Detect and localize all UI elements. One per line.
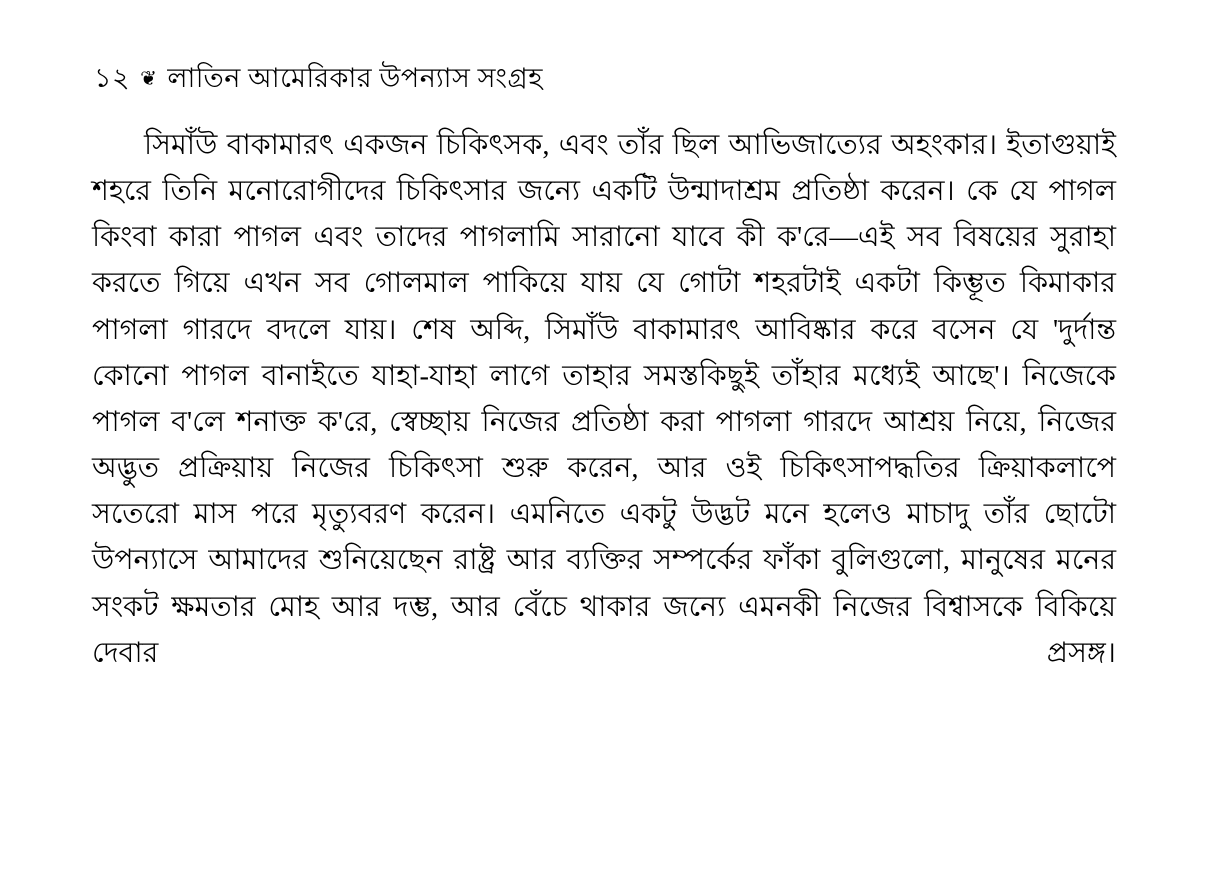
page-header <box>94 58 1122 103</box>
page-number: ১২ <box>94 63 131 93</box>
running-head-title: লাতিন আমেরিকার উপন্যাস সংগ্রহ <box>167 63 543 93</box>
floral-ornament-icon: ❦ <box>140 68 158 90</box>
body-paragraph: সিমাঁউ বাকামারৎ একজন চিকিৎসক, এবং তাঁর ছিল আভিজাত্যের অহংকার। ইতাগুয়াই শহরে তিনি মনোরোগীদের চিকিৎসার জন্যে একটি উন্মাদাশ্রম প্রতিষ্ঠা করেন। কে যে পাগল কিংবা কারা পাগল এবং তাদের পাগলামি সারানো যাবে কী ক'রে—এই সব বিষয়ের সুরাহা করতে গিয়ে এখন সব গোলমাল পাকিয়ে যায় যে গোটা শহরটাই একটা কিম্ভূত কিমাকার পাগলা গারদে বদলে যায়। শেষ অব্দি, সিমাঁউ বাকামারৎ আবিষ্কার করে বসেন যে 'দুর্দান্ত কোনো পাগল বানাইতে যাহা-যাহা লাগে তাহার সমস্তকিছুই তাঁহার মধ্যেই আছে'। নিজেকে পাগল ব'লে শনাক্ত ক'রে, স্বেচ্ছায় নিজের প্রতিষ্ঠা করা পাগলা গারদে আশ্রয় নিয়ে, নিজের অদ্ভুত প্রক্রিয়ায় নিজের চিকিৎসা শুরু করেন, আর ওই চিকিৎসাপদ্ধতির ক্রিয়াকলাপে সতেরো মাস পরে মৃত্যুবরণ করেন। এমনিতে একটু উদ্ভট মনে হলেও মাচাদু তাঁর ছোটো উপন্যাসে আমাদের শুনিয়েছেন রাষ্ট্র আর ব্যক্তির সম্পর্কের ফাঁকা বুলিগুলো, মানুষের মনের সংকট ক্ষমতার মোহ আর দম্ভ, আর বেঁচে থাকার জন্যে এমনকী নিজের বিশ্বাসকে বিকিয়ে দেবার প্রসঙ্গ। <box>92 130 1116 669</box>
